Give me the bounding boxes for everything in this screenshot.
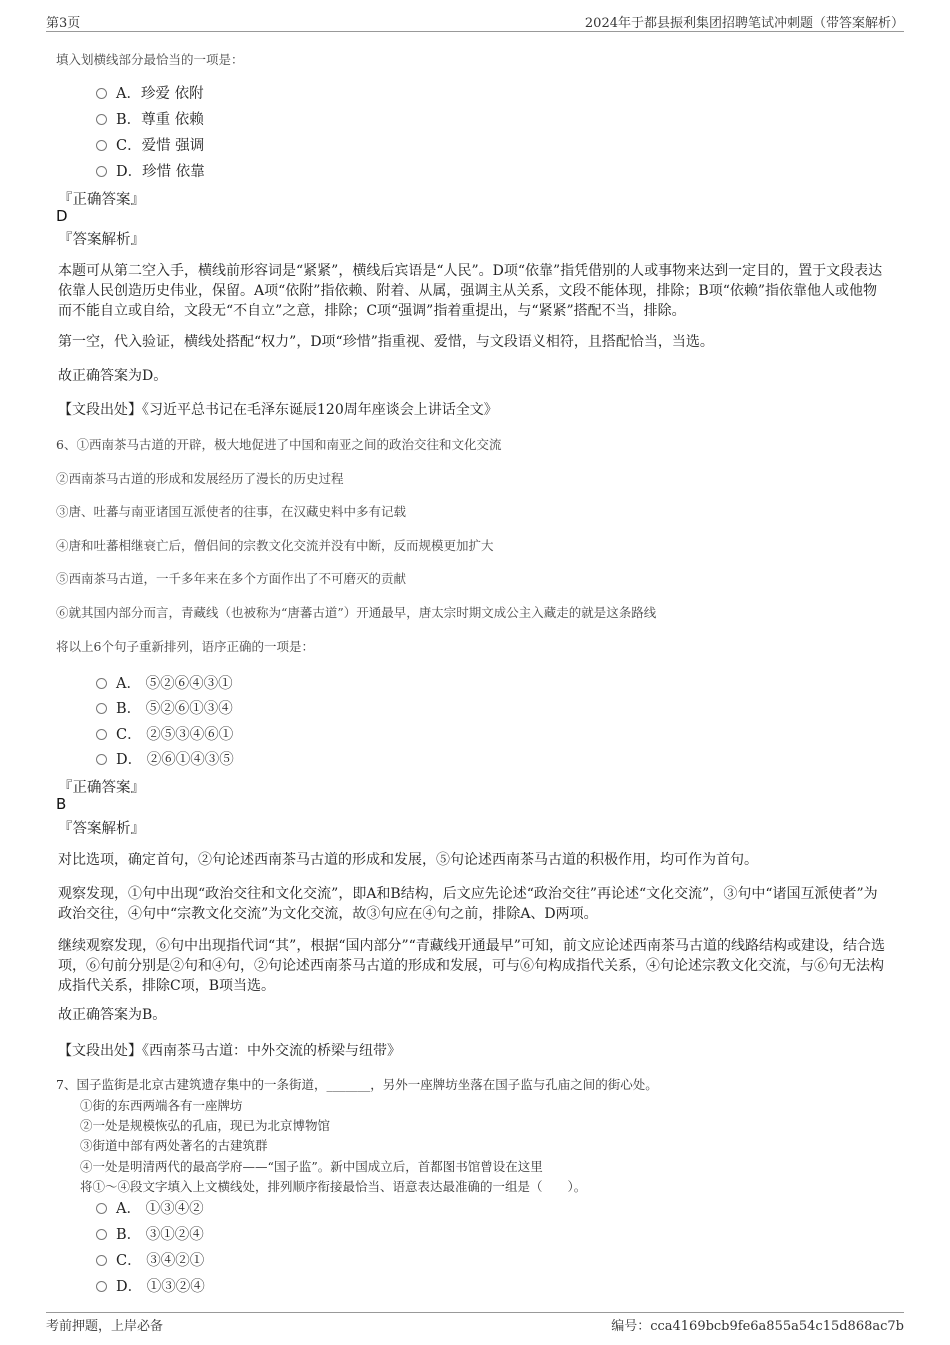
q5-option-c[interactable]: C．爱惜 强调	[96, 134, 204, 155]
q5-source: 【文段出处】《习近平总书记在毛泽东诞辰120周年座谈会上讲话全文》	[58, 402, 498, 418]
q7-item: ②一处是规模恢弘的孔庙，现已为北京博物馆	[80, 1118, 331, 1133]
radio-icon[interactable]	[96, 1229, 107, 1240]
q5-option-b[interactable]: B．尊重 依赖	[96, 108, 204, 129]
radio-icon[interactable]	[96, 114, 107, 125]
radio-icon[interactable]	[96, 166, 107, 177]
page-header	[0, 0, 950, 34]
q6-option-c[interactable]: C． ②⑤③④⑥①	[96, 723, 233, 744]
q6-analysis-paragraph: 故正确答案为B。	[58, 1007, 167, 1023]
q6-sentence: ③唐、吐蕃与南亚诸国互派使者的往事，在汉藏史料中多有记载	[56, 504, 407, 519]
radio-icon[interactable]	[96, 729, 107, 740]
q6-analysis-label: 『答案解析』	[58, 821, 145, 837]
q5-answer: D	[56, 207, 68, 225]
q6-option-b[interactable]: B． ⑤②⑥①③④	[96, 697, 233, 718]
q7-item: ④一处是明清两代的最高学府——“国子监”。新中国成立后，首都图书馆曾设在这里	[80, 1159, 543, 1174]
radio-icon[interactable]	[96, 1255, 107, 1266]
q5-stem: 填入划横线部分最恰当的一项是：	[56, 52, 244, 67]
header-divider	[46, 31, 904, 32]
radio-icon[interactable]	[96, 88, 107, 99]
radio-icon[interactable]	[96, 703, 107, 714]
page-number: 第3页	[46, 16, 81, 31]
q6-answer: B	[56, 795, 67, 813]
document-id: 编号：cca4169bcb9fe6a855a54c15d868ac7b	[611, 1319, 904, 1334]
q7-instruction: 将①～④段文字填入上文横线处，排列顺序衔接最恰当、语意表达最准确的一组是（ ）。	[80, 1179, 587, 1194]
q6-sentence: ④唐和吐蕃相继衰亡后，僧侣间的宗教文化交流并没有中断，反而规模更加扩大	[56, 538, 494, 553]
q7-stem: 7、国子监街是北京古建筑遗存集中的一条街道，_______，另外一座牌坊坐落在国子监与孔庙之间的街心处。	[56, 1077, 658, 1092]
radio-icon[interactable]	[96, 754, 107, 765]
q5-answer-label: 『正确答案』	[58, 192, 145, 208]
q5-analysis-paragraph: 第一空，代入验证，横线处搭配“权力”，D项“珍惜”指重视、爱惜，与文段语义相符，且搭配恰当，当选。	[58, 334, 714, 350]
radio-icon[interactable]	[96, 1281, 107, 1292]
q7-option-a[interactable]: A． ①③④②	[96, 1197, 204, 1218]
q7-option-c[interactable]: C． ③④②①	[96, 1249, 204, 1270]
footer-divider	[46, 1312, 904, 1313]
q6-sentence: ⑥就其国内部分而言，青藏线（也被称为“唐蕃古道”）开通最早，唐太宗时期文成公主入藏走的就是这条路线	[56, 605, 657, 620]
q6-option-d[interactable]: D． ②⑥①④③⑤	[96, 748, 234, 769]
q6-stem: 将以上6个句子重新排列，语序正确的一项是：	[56, 639, 314, 654]
q7-item: ①街的东西两端各有一座牌坊	[80, 1098, 243, 1113]
q6-analysis-paragraph: 观察发现，①句中出现“政治交往和文化交流”，即A和B结构，后文应先论述“政治交往”再论述“文化交流”，③句中“诸国互派使者”为政治交往，④句中“宗教文化交流”为文化交流，故③句应在④句之前，排除A、D两项。	[58, 886, 878, 922]
footer-slogan: 考前押题，上岸必备	[46, 1319, 164, 1334]
q6-option-a[interactable]: A． ⑤②⑥④③①	[96, 672, 233, 693]
q5-analysis-paragraph: 本题可从第二空入手，横线前形容词是“紧紧”，横线后宾语是“人民”。D项“依靠”指凭借别的人或事物来达到一定目的，置于文段表达依靠人民创造历史伟业，保留。A项“依附”指依赖、附着、从属，强调主从关系，文段不能体现，排除；B项“依赖”指依靠他人或他物而不能自立或自给，文段无“不自立”之意，排除；C项“强调”指着重提出，与“紧紧”搭配不当，排除。	[58, 263, 883, 319]
q7-option-b[interactable]: B． ③①②④	[96, 1223, 204, 1244]
radio-icon[interactable]	[96, 678, 107, 689]
q6-analysis-paragraph: 继续观察发现，⑥句中出现指代词“其”，根据“国内部分”“青藏线开通最早”可知，前文应论述西南茶马古道的线路结构或建设，结合选项，⑥句前分别是②句和④句，②句论述西南茶马古道的形成和发展，可与⑥句构成指代关系，④句论述宗教文化交流，与⑥句无法构成指代关系，排除C项，B项当选。	[58, 938, 885, 994]
q6-source: 【文段出处】《西南茶马古道：中外交流的桥梁与纽带》	[58, 1043, 401, 1059]
radio-icon[interactable]	[96, 140, 107, 151]
q7-item: ③街道中部有两处著名的古建筑群	[80, 1138, 268, 1153]
document-title: 2024年于都县振利集团招聘笔试冲刺题（带答案解析）	[584, 16, 904, 31]
radio-icon[interactable]	[96, 1203, 107, 1214]
q6-answer-label: 『正确答案』	[58, 780, 145, 796]
page-footer	[0, 1305, 950, 1345]
q7-option-d[interactable]: D． ①③②④	[96, 1275, 205, 1296]
q5-option-a[interactable]: A．珍爱 依附	[96, 82, 204, 103]
q6-sentence: 6、①西南茶马古道的开辟，极大地促进了中国和南亚之间的政治交往和文化交流	[56, 437, 502, 452]
q6-sentence: ⑤西南茶马古道，一千多年来在多个方面作出了不可磨灭的贡献	[56, 571, 407, 586]
q5-analysis-paragraph: 故正确答案为D。	[58, 368, 168, 384]
q6-analysis-paragraph: 对比选项，确定首句，②句论述西南茶马古道的形成和发展，⑤句论述西南茶马古道的积极作用，均可作为首句。	[58, 852, 758, 868]
q5-option-d[interactable]: D．珍惜 依靠	[96, 160, 205, 181]
q5-analysis-label: 『答案解析』	[58, 232, 145, 248]
q6-sentence: ②西南茶马古道的形成和发展经历了漫长的历史过程	[56, 471, 344, 486]
